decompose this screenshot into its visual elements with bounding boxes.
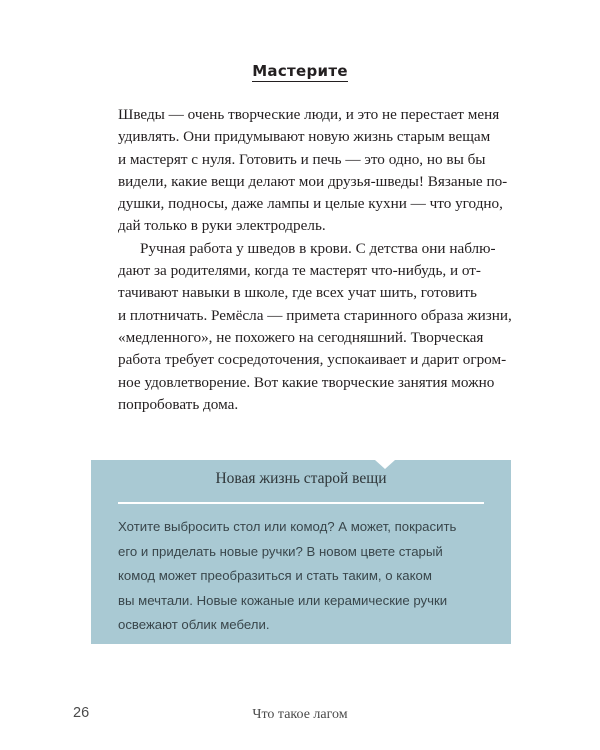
paragraph2-line: «медленного», не похожего на сегодняшний. Творческая [118,328,484,346]
sidebar-text [118,515,488,638]
paragraph1-line: душки, подносы, даже лампы и целые кухни — что угодно, [118,195,503,213]
paragraph2-line: и плотничать. Ремёсла — примета старинного образа жизни, [118,306,512,324]
paragraph1-line: и мастерят с нуля. Готовить и печь — это одно, но вы бы [118,150,486,168]
sidebar-title: Новая жизнь старой вещи [215,470,387,487]
paragraph2-line: попробовать дома. [118,395,239,413]
sidebar-line: освежают облик мебели. [118,617,270,632]
page-number: 26 [73,705,90,721]
sidebar-line: комод может преобразиться и стать таким, о каком [118,568,432,583]
sidebar-line: Хотите выбросить стол или комод? А может, покрасить [118,519,457,534]
paragraph2-line: ное удовлетворение. Вот какие творческие занятия можно [118,373,495,391]
section-heading [0,62,600,80]
paragraph1-line: видели, какие вещи делают мои друзья-шведы! Вязаные по- [118,172,508,190]
paragraph2-line: Ручная работа у шведов в крови. С детства они наблю- [140,239,496,257]
section-heading-text: Мастерите [252,62,348,80]
paragraph2-line: дают за родителями, когда те мастерят что-нибудь, и от- [118,262,481,280]
paragraph1-line: удивлять. Они придумывают новую жизнь старым вещам [118,128,491,146]
running-title: Что такое лагом [252,707,348,722]
paragraph2-line: работа требует сосредоточения, успокаивает и дарит огром- [118,351,507,369]
body-text [118,104,512,416]
paragraph1-line: Шведы — очень творческие люди, и это не перестает меня [118,106,500,123]
sidebar-line: его и приделать новые ручки? В новом цвете старый [118,543,443,559]
paragraph1-line: дай только в руки электродрель. [118,217,326,235]
paragraph2-line: тачивают навыки в школе, где всех учат шить, готовить [118,284,477,302]
sidebar-divider [118,502,484,504]
sidebar-line: вы мечтали. Новые кожаные или керамические ручки [118,592,448,608]
